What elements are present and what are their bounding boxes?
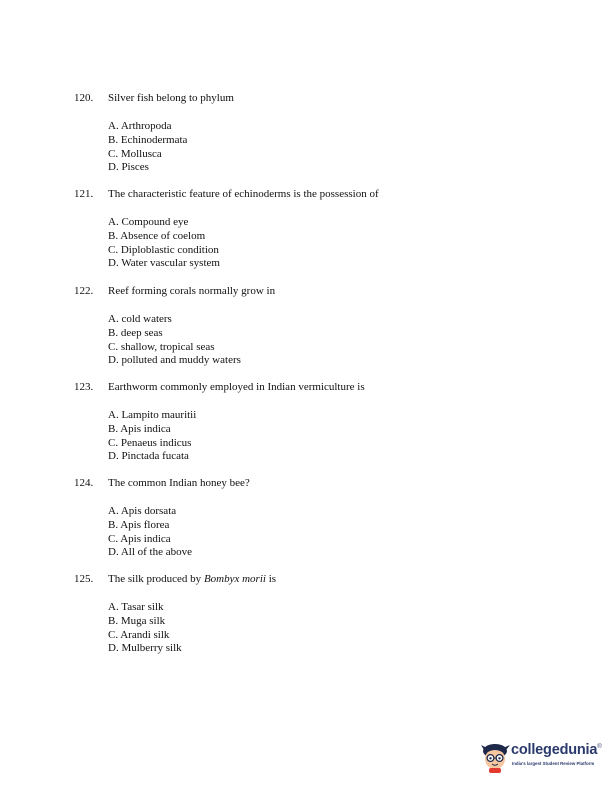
option-b: B. Apis indica — [108, 422, 171, 435]
question-text: The characteristic feature of echinoderms is the possession of — [108, 188, 379, 200]
option-c: C. Mollusca — [108, 147, 162, 160]
option-a: A. Compound eye — [108, 216, 189, 228]
species-name: Bombyx morii — [203, 573, 266, 585]
question-text: Earthworm commonly employed in Indian vermiculture is — [108, 381, 365, 393]
option-d: D. polluted and muddy waters — [108, 354, 241, 367]
trademark-mark: ® — [597, 744, 602, 751]
question-text: The common Indian honey bee? — [108, 477, 250, 489]
option-list — [108, 505, 574, 560]
option-d: D. Water vascular system — [108, 257, 220, 270]
question-stem — [74, 573, 574, 586]
question-stem — [74, 188, 574, 201]
question-124 — [74, 477, 574, 560]
option-a: A. Apis dorsata — [108, 505, 177, 517]
option-c: C. Diploblastic condition — [108, 243, 219, 256]
option-c: C. shallow, tropical seas — [108, 340, 215, 353]
option-b: B. Apis florea — [108, 518, 170, 531]
option-d: D. All of the above — [108, 546, 193, 559]
question-text: Silver fish belong to phylum — [108, 92, 234, 104]
question-125 — [74, 573, 574, 656]
option-a: A. Lampito mauritii — [108, 409, 197, 421]
option-list — [108, 409, 574, 464]
option-list — [108, 313, 574, 368]
option-d: D. Pisces — [108, 161, 149, 174]
option-b: B. Absence of coelom — [108, 229, 206, 242]
option-d: D. Pinctada fucata — [108, 450, 189, 463]
option-list — [108, 216, 574, 271]
student-mascot-icon — [478, 740, 512, 774]
option-a: A. Tasar silk — [108, 601, 164, 613]
question-120 — [74, 92, 574, 175]
question-number: 120. — [74, 92, 94, 104]
question-123 — [74, 381, 574, 464]
logo-wordmark — [511, 742, 601, 758]
question-stem — [74, 92, 574, 105]
question-122 — [74, 285, 574, 368]
option-c: C. Penaeus indicus — [108, 436, 192, 449]
question-number: 125. — [74, 573, 94, 585]
logo-name-text: collegedunia — [511, 742, 598, 758]
option-b: B. Echinodermata — [108, 133, 188, 146]
question-number: 123. — [74, 381, 94, 393]
question-stem — [74, 285, 574, 298]
option-d: D. Mulberry silk — [108, 642, 182, 655]
question-121 — [74, 188, 574, 271]
option-b: B. deep seas — [108, 326, 163, 339]
question-text-prefix: The silk produced by — [108, 573, 204, 585]
option-list — [108, 601, 574, 656]
option-a: A. cold waters — [108, 313, 172, 325]
question-number: 124. — [74, 477, 94, 489]
question-number: 122. — [74, 285, 94, 297]
option-c: C. Apis indica — [108, 532, 171, 545]
option-b: B. Muga silk — [108, 614, 166, 627]
question-text: Reef forming corals normally grow in — [108, 285, 276, 297]
option-a: A. Arthropoda — [108, 120, 172, 132]
question-text — [108, 573, 574, 586]
option-list — [108, 120, 574, 175]
question-stem — [74, 477, 574, 490]
question-text-suffix: is — [265, 573, 277, 585]
option-c: C. Arandi silk — [108, 628, 170, 641]
logo-tagline: India's largest Student Review Platform — [512, 761, 595, 766]
collegedunia-logo — [478, 740, 606, 774]
question-stem — [74, 381, 574, 394]
question-number: 121. — [74, 188, 94, 200]
